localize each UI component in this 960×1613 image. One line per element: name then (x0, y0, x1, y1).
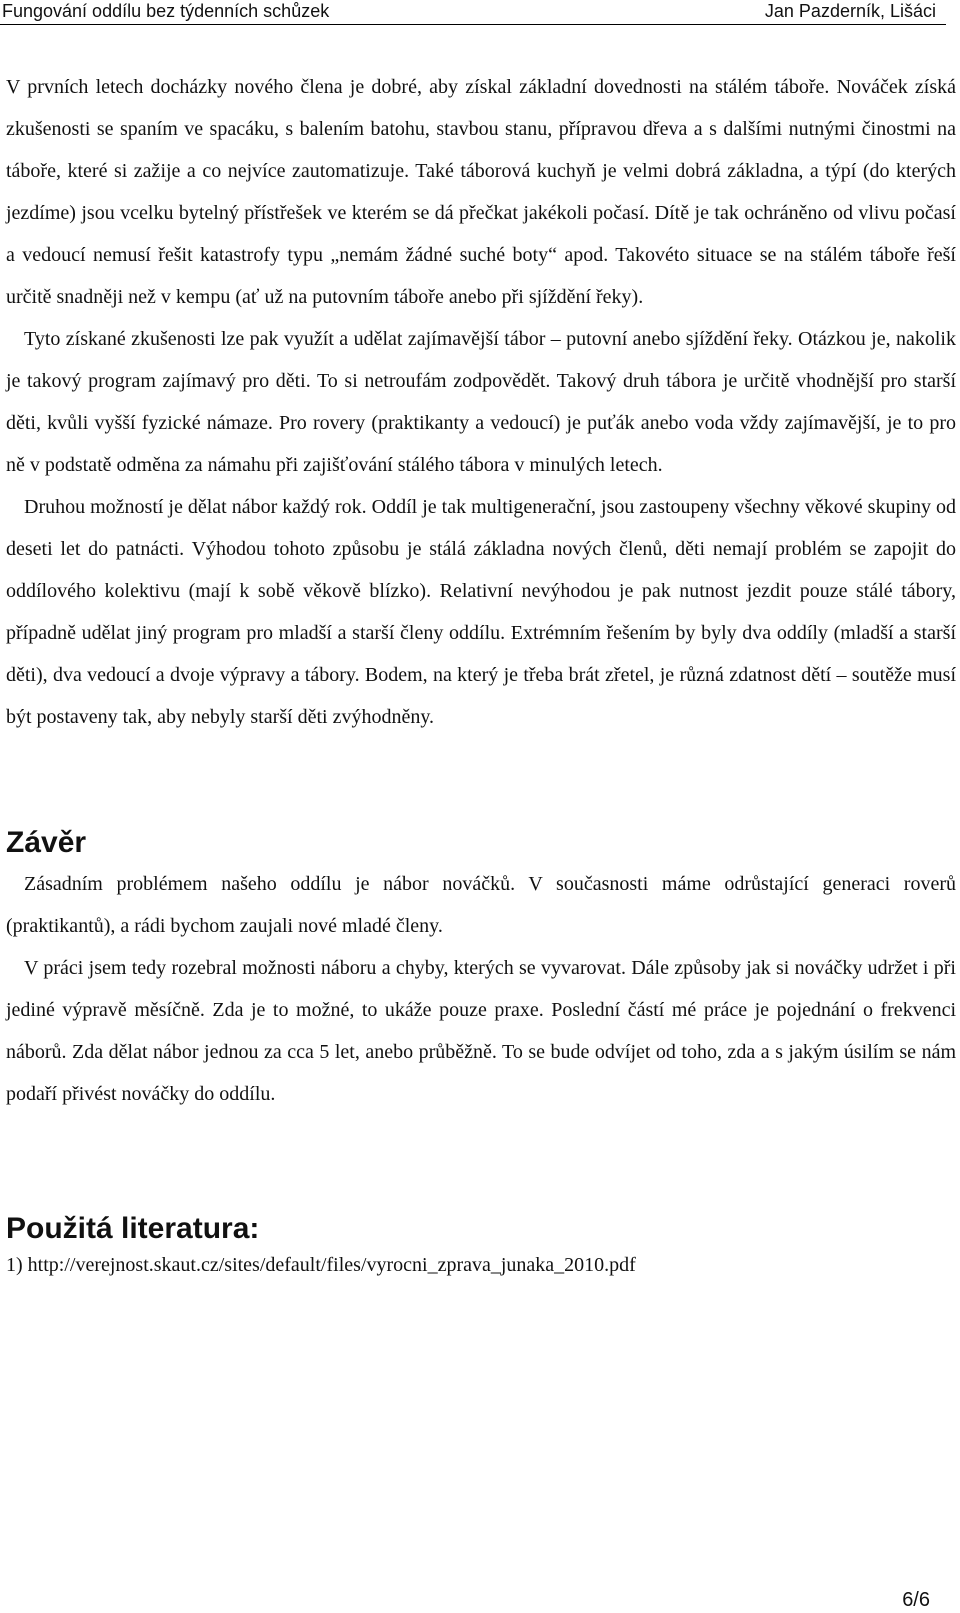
page-header (0, 0, 946, 25)
conclusion-heading: Závěr (6, 826, 87, 859)
conclusion-paragraph: Zásadním problémem našeho oddílu je nábor nováčků. V současnosti máme odrůstající generaci roverů (praktikantů), a rádi bychom zaujali nové mladé členy. (6, 873, 956, 937)
conclusion-paragraph: V práci jsem tedy rozebral možnosti náboru a chyby, kterých se vyvarovat. Dále způsoby jak si nováčky udržet i při jediné výpravě měsíčně. Zda je to možné, to ukáže pouze praxe. Poslední částí mé práce je pojednání o frekvenci náborů. Zda dělat nábor jednou za cca 5 let, anebo průběžně. To se bude odvíjet od toho, zda a s jakým úsilím se nám podaří přivést nováčky do oddílu. (6, 957, 956, 1105)
page-content (6, 66, 956, 1281)
document-title: Fungování oddílu bez týdenních schůzek (2, 1, 330, 21)
body-paragraph: Tyto získané zkušenosti lze pak využít a udělat zajímavější tábor – putovní anebo sjíždění řeky. Otázkou je, nakolik je takový program zajímavý pro děti. To si netroufám zodpovědět. Takový druh tábora je určitě vhodnější pro starší děti, kvůli vyšší fyzické námaze. Pro rovery (praktikanty a vedoucí) je puťák anebo voda vždy zajímavější, je to pro ně v podstatě odměna za námahu při zajišťování stálého tábora v minulých letech. (6, 328, 956, 476)
document-author: Jan Pazderník, Lišáci (764, 1, 936, 21)
body-paragraph: Druhou možností je dělat nábor každý rok. Oddíl je tak multigenerační, jsou zastoupeny všechny věkové skupiny od deseti let do patnácti. Výhodou tohoto způsobu je stálá základna nových členů, děti nemají problém se zapojit do oddílového kolektivu (mají k sobě věkově blízko). Relativní nevýhodou je pak nutnost jezdit pouze stálé tábory, případně udělat jiný program pro mladší a starší členy oddílu. Extrémním řešením by byly dva oddíly (mladší a starší děti), dva vedoucí a dvoje výpravy a tábory. Bodem, na který je třeba brát zřetel, je různá zdatnost dětí – soutěže musí být postaveny tak, aby nebyly starší děti zvýhodněny. (6, 496, 957, 728)
body-paragraph: V prvních letech docházky nového člena je dobré, aby získal základní dovednosti na stálém táboře. Nováček získá zkušenosti se spaním ve spacáku, s balením batohu, stavbou stanu, přípravou dřeva a s dalšími nutnými činostmi na táboře, které si zažije a co nejvíce zautomatizuje. Také táborová kuchyň je velmi dobrá základna, a týpí (do kterých jezdíme) jsou vcelku bytelný přístřešek ve kterém se dá přečkat jakékoli počasí. Dítě je tak ochráněno od vlivu počasí a vedoucí nemusí řešit katastrofy typu „nemám žádné suché boty“ apod. Takovéto situace se na stálém táboře řeší určitě snadněji než v kempu (ať už na putovním táboře anebo při sjíždění řeky). (6, 76, 956, 308)
literature-item: 1) http://verejnost.skaut.cz/sites/default/files/vyrocni_zprava_junaka_2010.pdf (6, 1254, 636, 1276)
literature-heading: Použitá literatura: (6, 1212, 260, 1245)
page-number: 6/6 (902, 1589, 930, 1611)
